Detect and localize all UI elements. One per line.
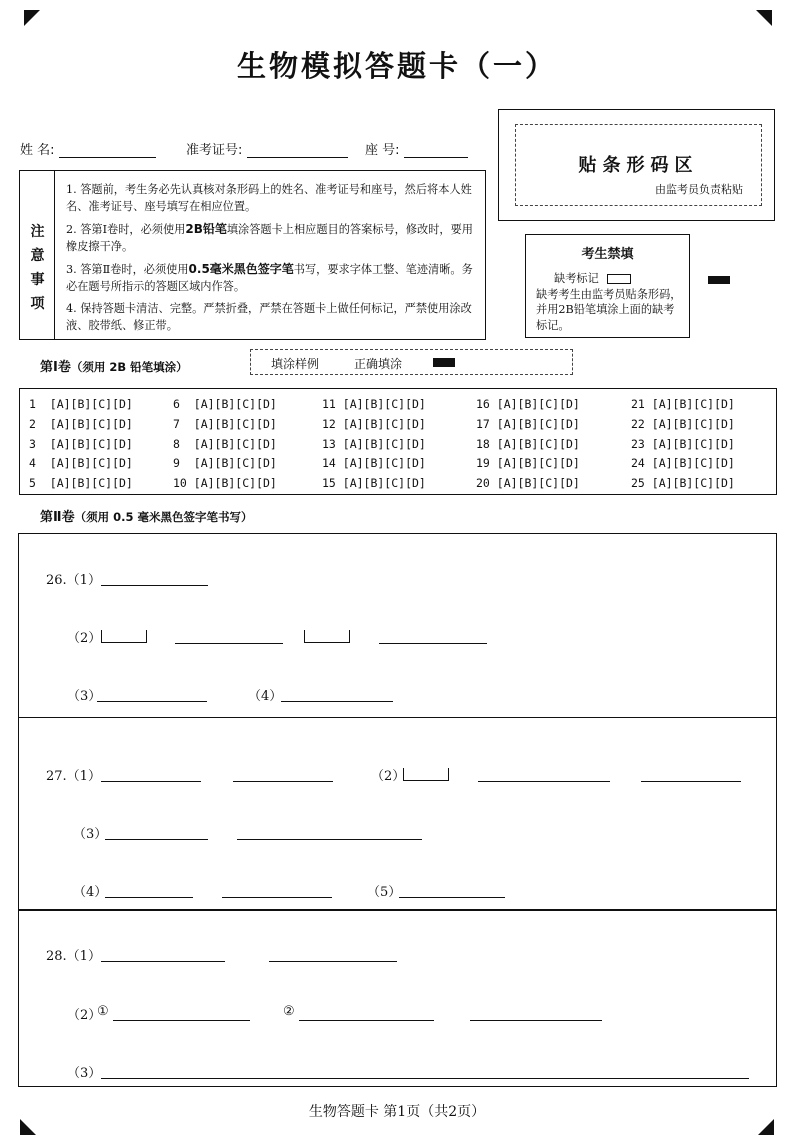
- name-field[interactable]: [20, 139, 156, 158]
- mc-column-4[interactable]: 16 [A][B][C][D] 17 [A][B][C][D] 18 [A][B][C][D] 19 [A][B][C][D] 20 [A][B][C][D]: [476, 397, 580, 491]
- name-label: 姓 名:: [20, 143, 55, 158]
- answer-line[interactable]: [641, 781, 741, 782]
- answer-bracket[interactable]: [101, 630, 147, 643]
- section2-title: 第Ⅱ卷（须用 0.5 毫米黑色签字笔书写）: [40, 510, 253, 525]
- question-28-area: [18, 909, 777, 1087]
- q28-part2-label: （2）: [67, 1008, 102, 1023]
- q27-part2-label: （2）: [371, 769, 406, 784]
- notice-item-1: 1. 答题前，考生务必先认真核对条形码上的姓名、准考证号和座号，然后将本人姓名、准考证号、座号填写在相应位置。: [66, 183, 472, 213]
- answer-line[interactable]: [101, 781, 201, 782]
- q27-part1-label: 27.（1）: [46, 769, 101, 784]
- question-26-area: [18, 533, 777, 718]
- q26-part3-label: （3）: [67, 689, 102, 704]
- absent-mark-box[interactable]: [607, 274, 631, 284]
- q28-circle-1: ①: [97, 1004, 109, 1019]
- seat-field[interactable]: [365, 139, 468, 158]
- exam-id-label: 准考证号:: [186, 143, 243, 158]
- q26-part1-label: 26.（1）: [46, 573, 101, 588]
- question-27-area: [18, 717, 777, 911]
- barcode-subtitle: 由监考员负责粘贴: [655, 183, 743, 196]
- q28-circle-2: ②: [283, 1004, 295, 1019]
- notice-box: [19, 170, 486, 340]
- answer-line[interactable]: [379, 643, 487, 644]
- mc-column-3[interactable]: 11 [A][B][C][D] 12 [A][B][C][D] 13 [A][B][C][D] 14 [A][B][C][D] 15 [A][B][C][D]: [322, 397, 426, 491]
- q27-part5-label: （5）: [367, 885, 402, 900]
- answer-line[interactable]: [281, 701, 393, 702]
- absent-box: [525, 234, 690, 338]
- answer-line[interactable]: [233, 781, 333, 782]
- page-footer: 生物答题卡 第1页（共2页）: [308, 1104, 486, 1120]
- mc-column-5[interactable]: 21 [A][B][C][D] 22 [A][B][C][D] 23 [A][B][C][D] 24 [A][B][C][D] 25 [A][B][C][D]: [631, 397, 735, 491]
- absent-text: [536, 271, 684, 333]
- notice-item-4: 4. 保持答题卡清洁、完整。严禁折叠，严禁在答题卡上做任何标记，严禁使用涂改液、胶带纸、修正带。: [66, 302, 472, 332]
- q27-part4-label: （4）: [73, 885, 108, 900]
- exam-id-field[interactable]: [186, 139, 348, 158]
- corner-mark-top-right: [756, 10, 772, 26]
- page-title: 生物模拟答题卡（一）: [236, 49, 557, 83]
- barcode-area: [498, 109, 775, 221]
- notice-heading-char: 注: [30, 224, 45, 240]
- q28-part1-label: 28.（1）: [46, 949, 101, 964]
- q28-part3-label: （3）: [67, 1066, 102, 1081]
- timing-mark: [708, 276, 730, 284]
- answer-line[interactable]: [97, 701, 207, 702]
- answer-line[interactable]: [175, 643, 283, 644]
- mc-column-2[interactable]: 6 [A][B][C][D] 7 [A][B][C][D] 8 [A][B][C][D] 9 [A][B][C][D] 10 [A][B][C][D]: [173, 397, 277, 491]
- notice-item-3: 3. 答第Ⅱ卷时，必须使用0.5毫米黑色签字笔书写，要求字体工整、笔迹清晰。务必在题号所指示的答题区域内作答。: [66, 262, 473, 293]
- answer-line[interactable]: [101, 585, 208, 586]
- multiple-choice-grid: [19, 388, 777, 495]
- answer-line[interactable]: [269, 961, 397, 962]
- q26-part4-label: （4）: [248, 689, 283, 704]
- answer-line[interactable]: [105, 839, 208, 840]
- answer-bracket[interactable]: [403, 768, 449, 781]
- notice-heading-char: 意: [30, 248, 45, 264]
- answer-line[interactable]: [101, 1078, 749, 1079]
- answer-line[interactable]: [113, 1020, 250, 1021]
- section1-title: 第Ⅰ卷（须用 2B 铅笔填涂）: [40, 360, 188, 375]
- seat-label: 座 号:: [365, 143, 400, 158]
- barcode-dashed-box: [515, 124, 762, 206]
- q27-part3-label: （3）: [73, 827, 108, 842]
- notice-heading: [20, 171, 55, 339]
- corner-mark-bottom-right: [758, 1119, 774, 1135]
- exam-id-line[interactable]: [247, 143, 348, 158]
- name-line[interactable]: [59, 143, 156, 158]
- answer-line[interactable]: [478, 781, 610, 782]
- notice-heading-char: 事: [30, 272, 45, 288]
- fill-sample-box: [250, 349, 573, 375]
- answer-line[interactable]: [237, 839, 422, 840]
- answer-line[interactable]: [101, 961, 225, 962]
- q26-part2-label: （2）: [67, 631, 102, 646]
- answer-bracket[interactable]: [304, 630, 350, 643]
- answer-line[interactable]: [399, 897, 505, 898]
- corner-mark-top-left: [24, 10, 40, 26]
- answer-line[interactable]: [105, 897, 193, 898]
- sample-label: 填涂样例: [271, 357, 320, 371]
- correct-fill-sample: [433, 358, 455, 367]
- corner-mark-bottom-left: [20, 1119, 36, 1135]
- notice-heading-char: 项: [30, 296, 45, 312]
- barcode-title: 贴条形码区: [578, 155, 699, 176]
- absent-mark-label: 缺考标记: [554, 272, 599, 285]
- correct-fill-label: 正确填涂: [354, 357, 403, 371]
- notice-item-2: 2. 答第Ⅰ卷时，必须使用2B铅笔填涂答题卡上相应题目的答案标号，修改时，要用橡皮擦干净。: [66, 222, 473, 253]
- answer-line[interactable]: [470, 1020, 602, 1021]
- absent-description: 缺考考生由监考员贴条形码，并用2B铅笔填涂上面的缺考标记。: [536, 287, 682, 332]
- answer-line[interactable]: [222, 897, 332, 898]
- absent-title: 考生禁填: [581, 247, 634, 262]
- answer-line[interactable]: [299, 1020, 434, 1021]
- seat-line[interactable]: [404, 143, 468, 158]
- mc-column-1[interactable]: 1 [A][B][C][D] 2 [A][B][C][D] 3 [A][B][C][D] 4 [A][B][C][D] 5 [A][B][C][D]: [29, 397, 133, 491]
